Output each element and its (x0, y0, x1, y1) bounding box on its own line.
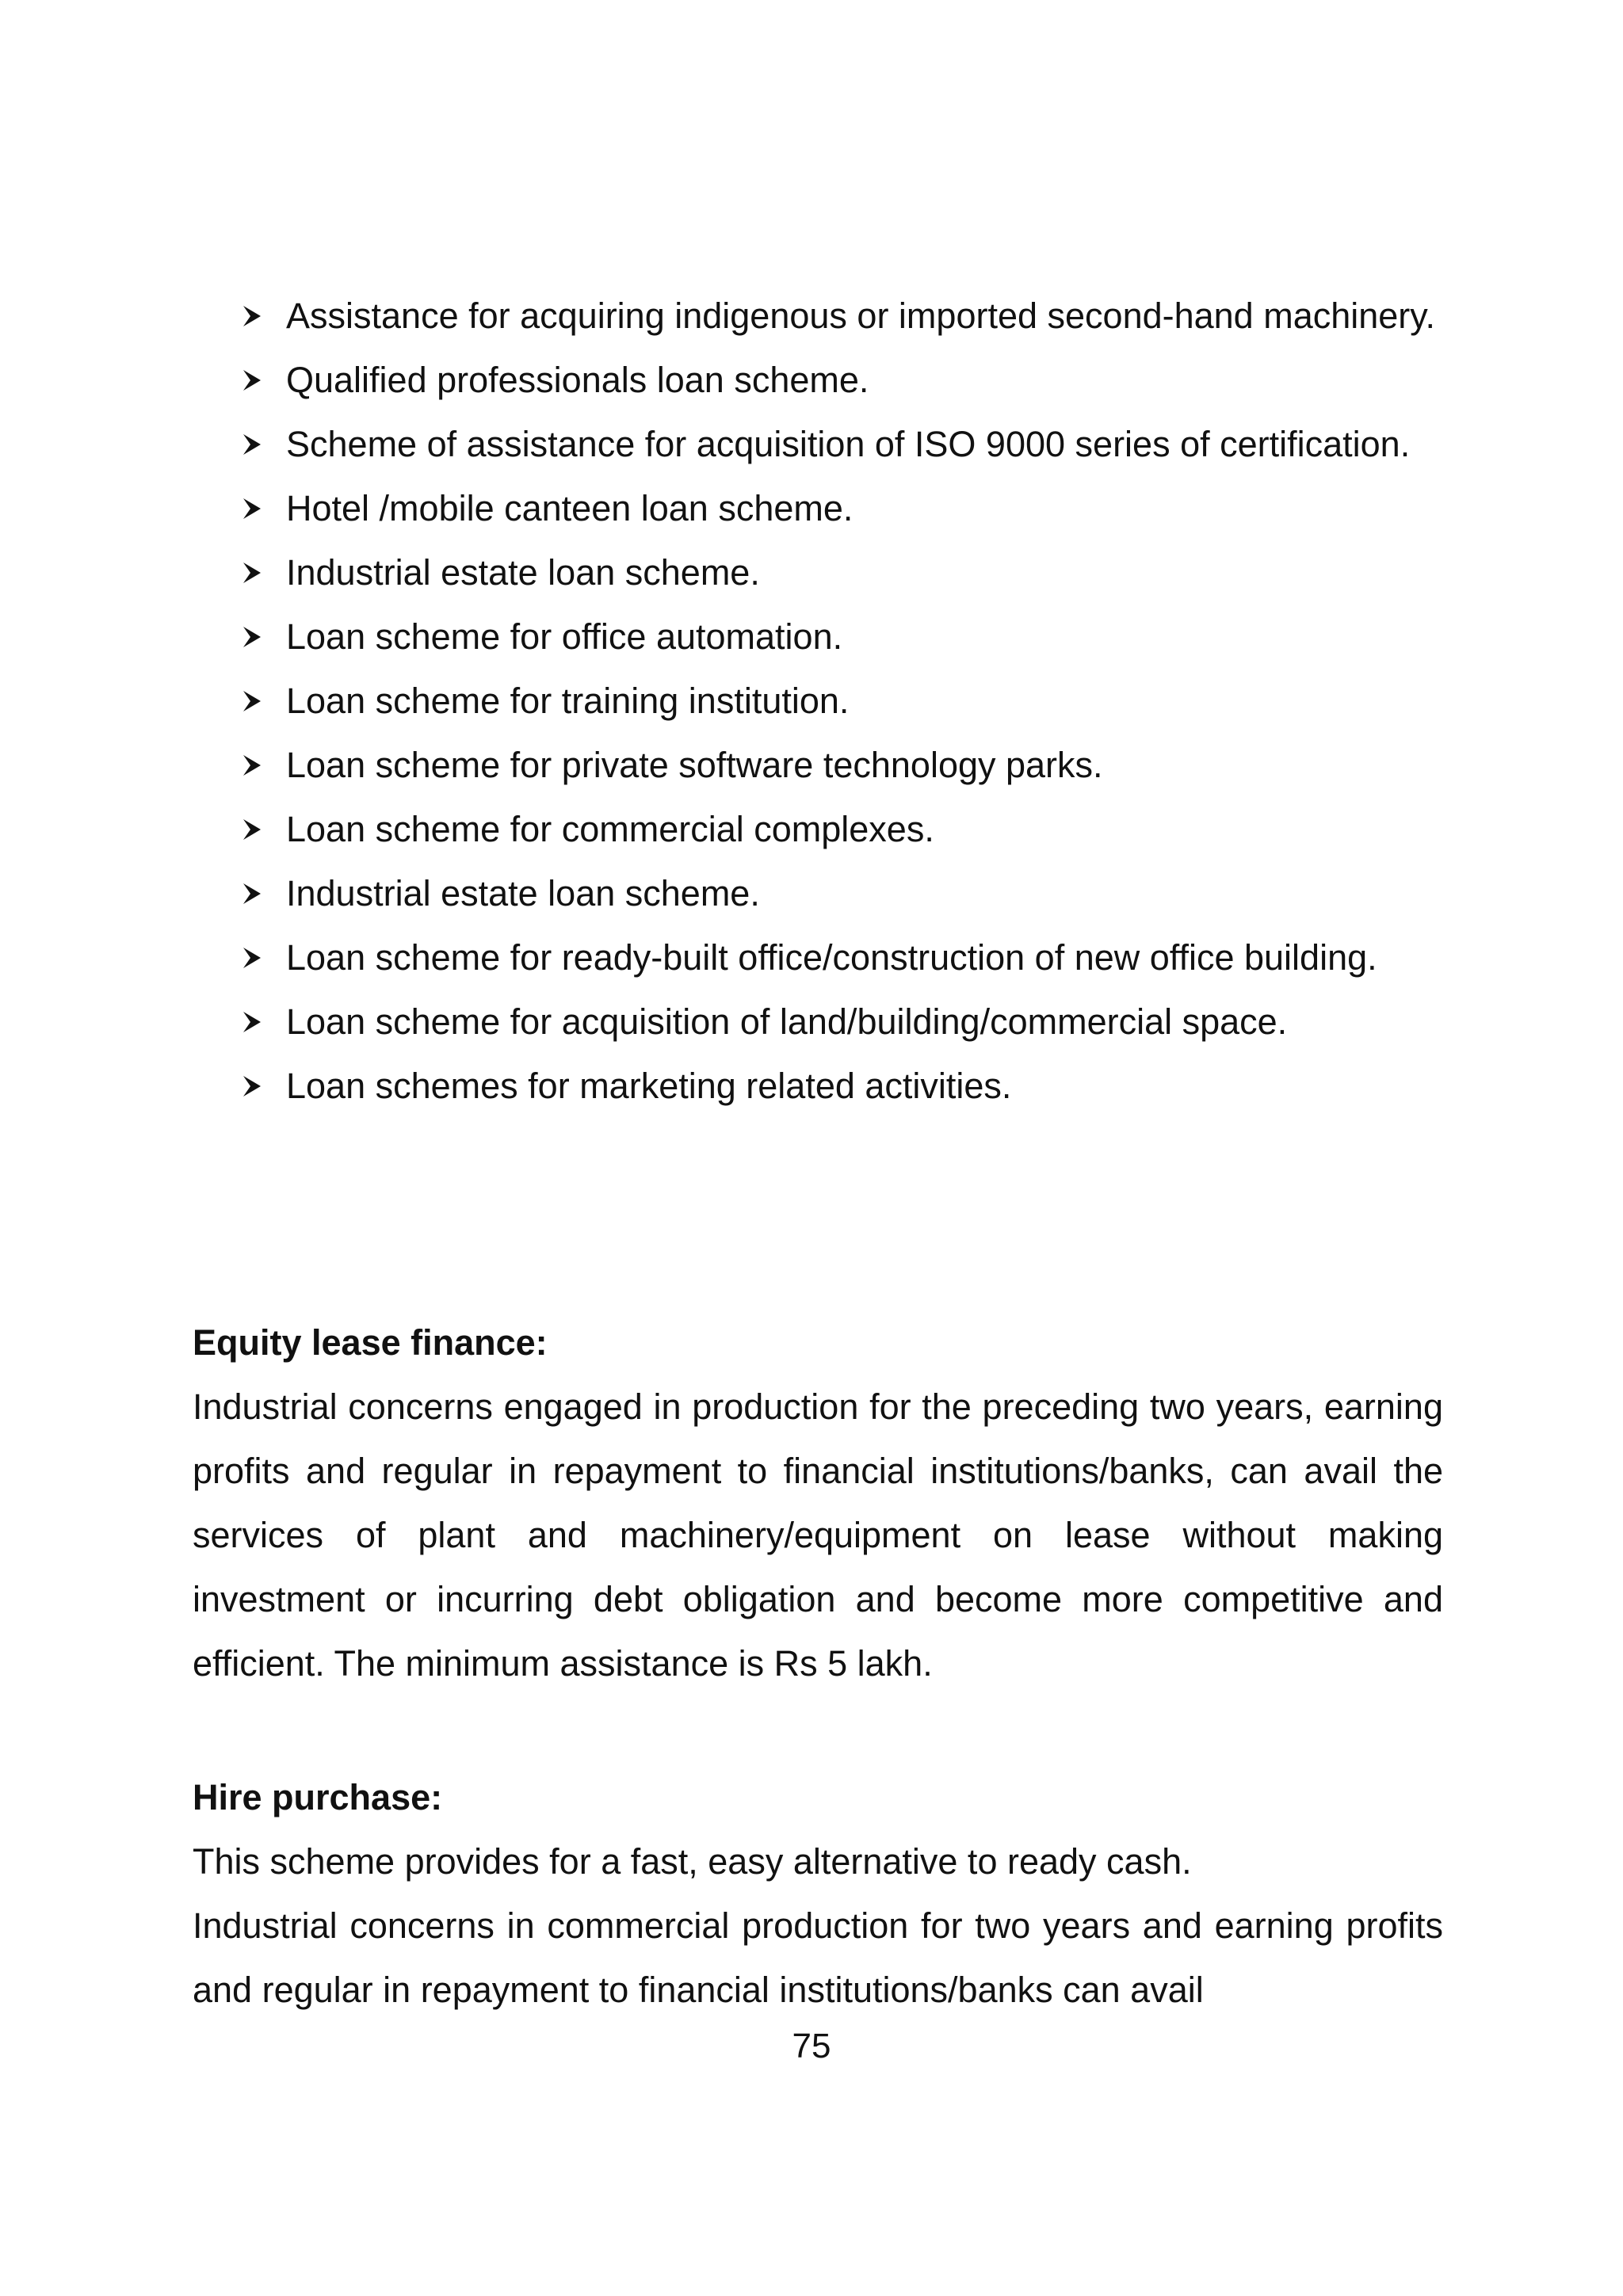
list-item-text: Loan scheme for ready-built office/construction of new office building. (286, 937, 1377, 978)
list-item (239, 412, 1443, 476)
arrowhead-bullet-icon (239, 990, 265, 1054)
arrowhead-bullet-icon (239, 476, 265, 540)
list-item (239, 797, 1443, 861)
list-item-text: Loan schemes for marketing related activities. (286, 1066, 1012, 1106)
list-item (239, 861, 1443, 925)
list-item (239, 605, 1443, 669)
list-item (239, 476, 1443, 540)
section-heading: Equity lease finance: (193, 1322, 548, 1363)
hire-purchase-section (193, 1765, 1443, 2022)
arrowhead-bullet-icon (239, 284, 265, 348)
arrowhead-bullet-icon (239, 925, 265, 990)
list-item (239, 669, 1443, 733)
page-number: 75 (792, 2027, 831, 2065)
list-item (239, 540, 1443, 605)
list-item-text: Industrial estate loan scheme. (286, 552, 760, 593)
list-item-text: Hotel /mobile canteen loan scheme. (286, 488, 854, 528)
arrowhead-bullet-icon (239, 861, 265, 925)
loan-scheme-list (239, 284, 1443, 1118)
list-item (239, 733, 1443, 797)
arrowhead-bullet-icon (239, 669, 265, 733)
arrowhead-bullet-icon (239, 412, 265, 476)
list-item (239, 990, 1443, 1054)
list-item-text: Qualified professionals loan scheme. (286, 360, 869, 400)
equity-lease-finance-section (193, 1310, 1443, 1695)
section-paragraph: Industrial concerns in commercial production for two years and earning profits and regular in repayment to financial institutions/banks can avail (193, 1905, 1443, 2010)
list-item-text: Industrial estate loan scheme. (286, 873, 760, 913)
arrowhead-bullet-icon (239, 1054, 265, 1118)
list-item (239, 284, 1443, 348)
list-item (239, 925, 1443, 990)
list-item-text: Loan scheme for commercial complexes. (286, 809, 934, 849)
section-paragraph: This scheme provides for a fast, easy alternative to ready cash. (193, 1841, 1192, 1882)
arrowhead-bullet-icon (239, 540, 265, 605)
list-item-text: Loan scheme for training institution. (286, 681, 850, 721)
list-item-text: Assistance for acquiring indigenous or imported second-hand machinery. (286, 296, 1435, 336)
list-item (239, 1054, 1443, 1118)
arrowhead-bullet-icon (239, 605, 265, 669)
list-item-text: Scheme of assistance for acquisition of ISO 9000 series of certification. (286, 424, 1411, 464)
section-heading: Hire purchase: (193, 1777, 443, 1817)
list-item-text: Loan scheme for acquisition of land/building/commercial space. (286, 1001, 1288, 1042)
arrowhead-bullet-icon (239, 797, 265, 861)
section-paragraph: Industrial concerns engaged in production for the preceding two years, earning profits and regular in repayment to financial institutions/banks, can avail the services of plant and machinery/equipment on lease without making investment or incurring debt obligation and become more competitive and efficient. The minimum assistance is Rs 5 lakh. (193, 1386, 1443, 1684)
list-item (239, 348, 1443, 412)
list-item-text: Loan scheme for office automation. (286, 616, 843, 657)
list-item-text: Loan scheme for private software technology parks. (286, 745, 1103, 785)
arrowhead-bullet-icon (239, 348, 265, 412)
arrowhead-bullet-icon (239, 733, 265, 797)
